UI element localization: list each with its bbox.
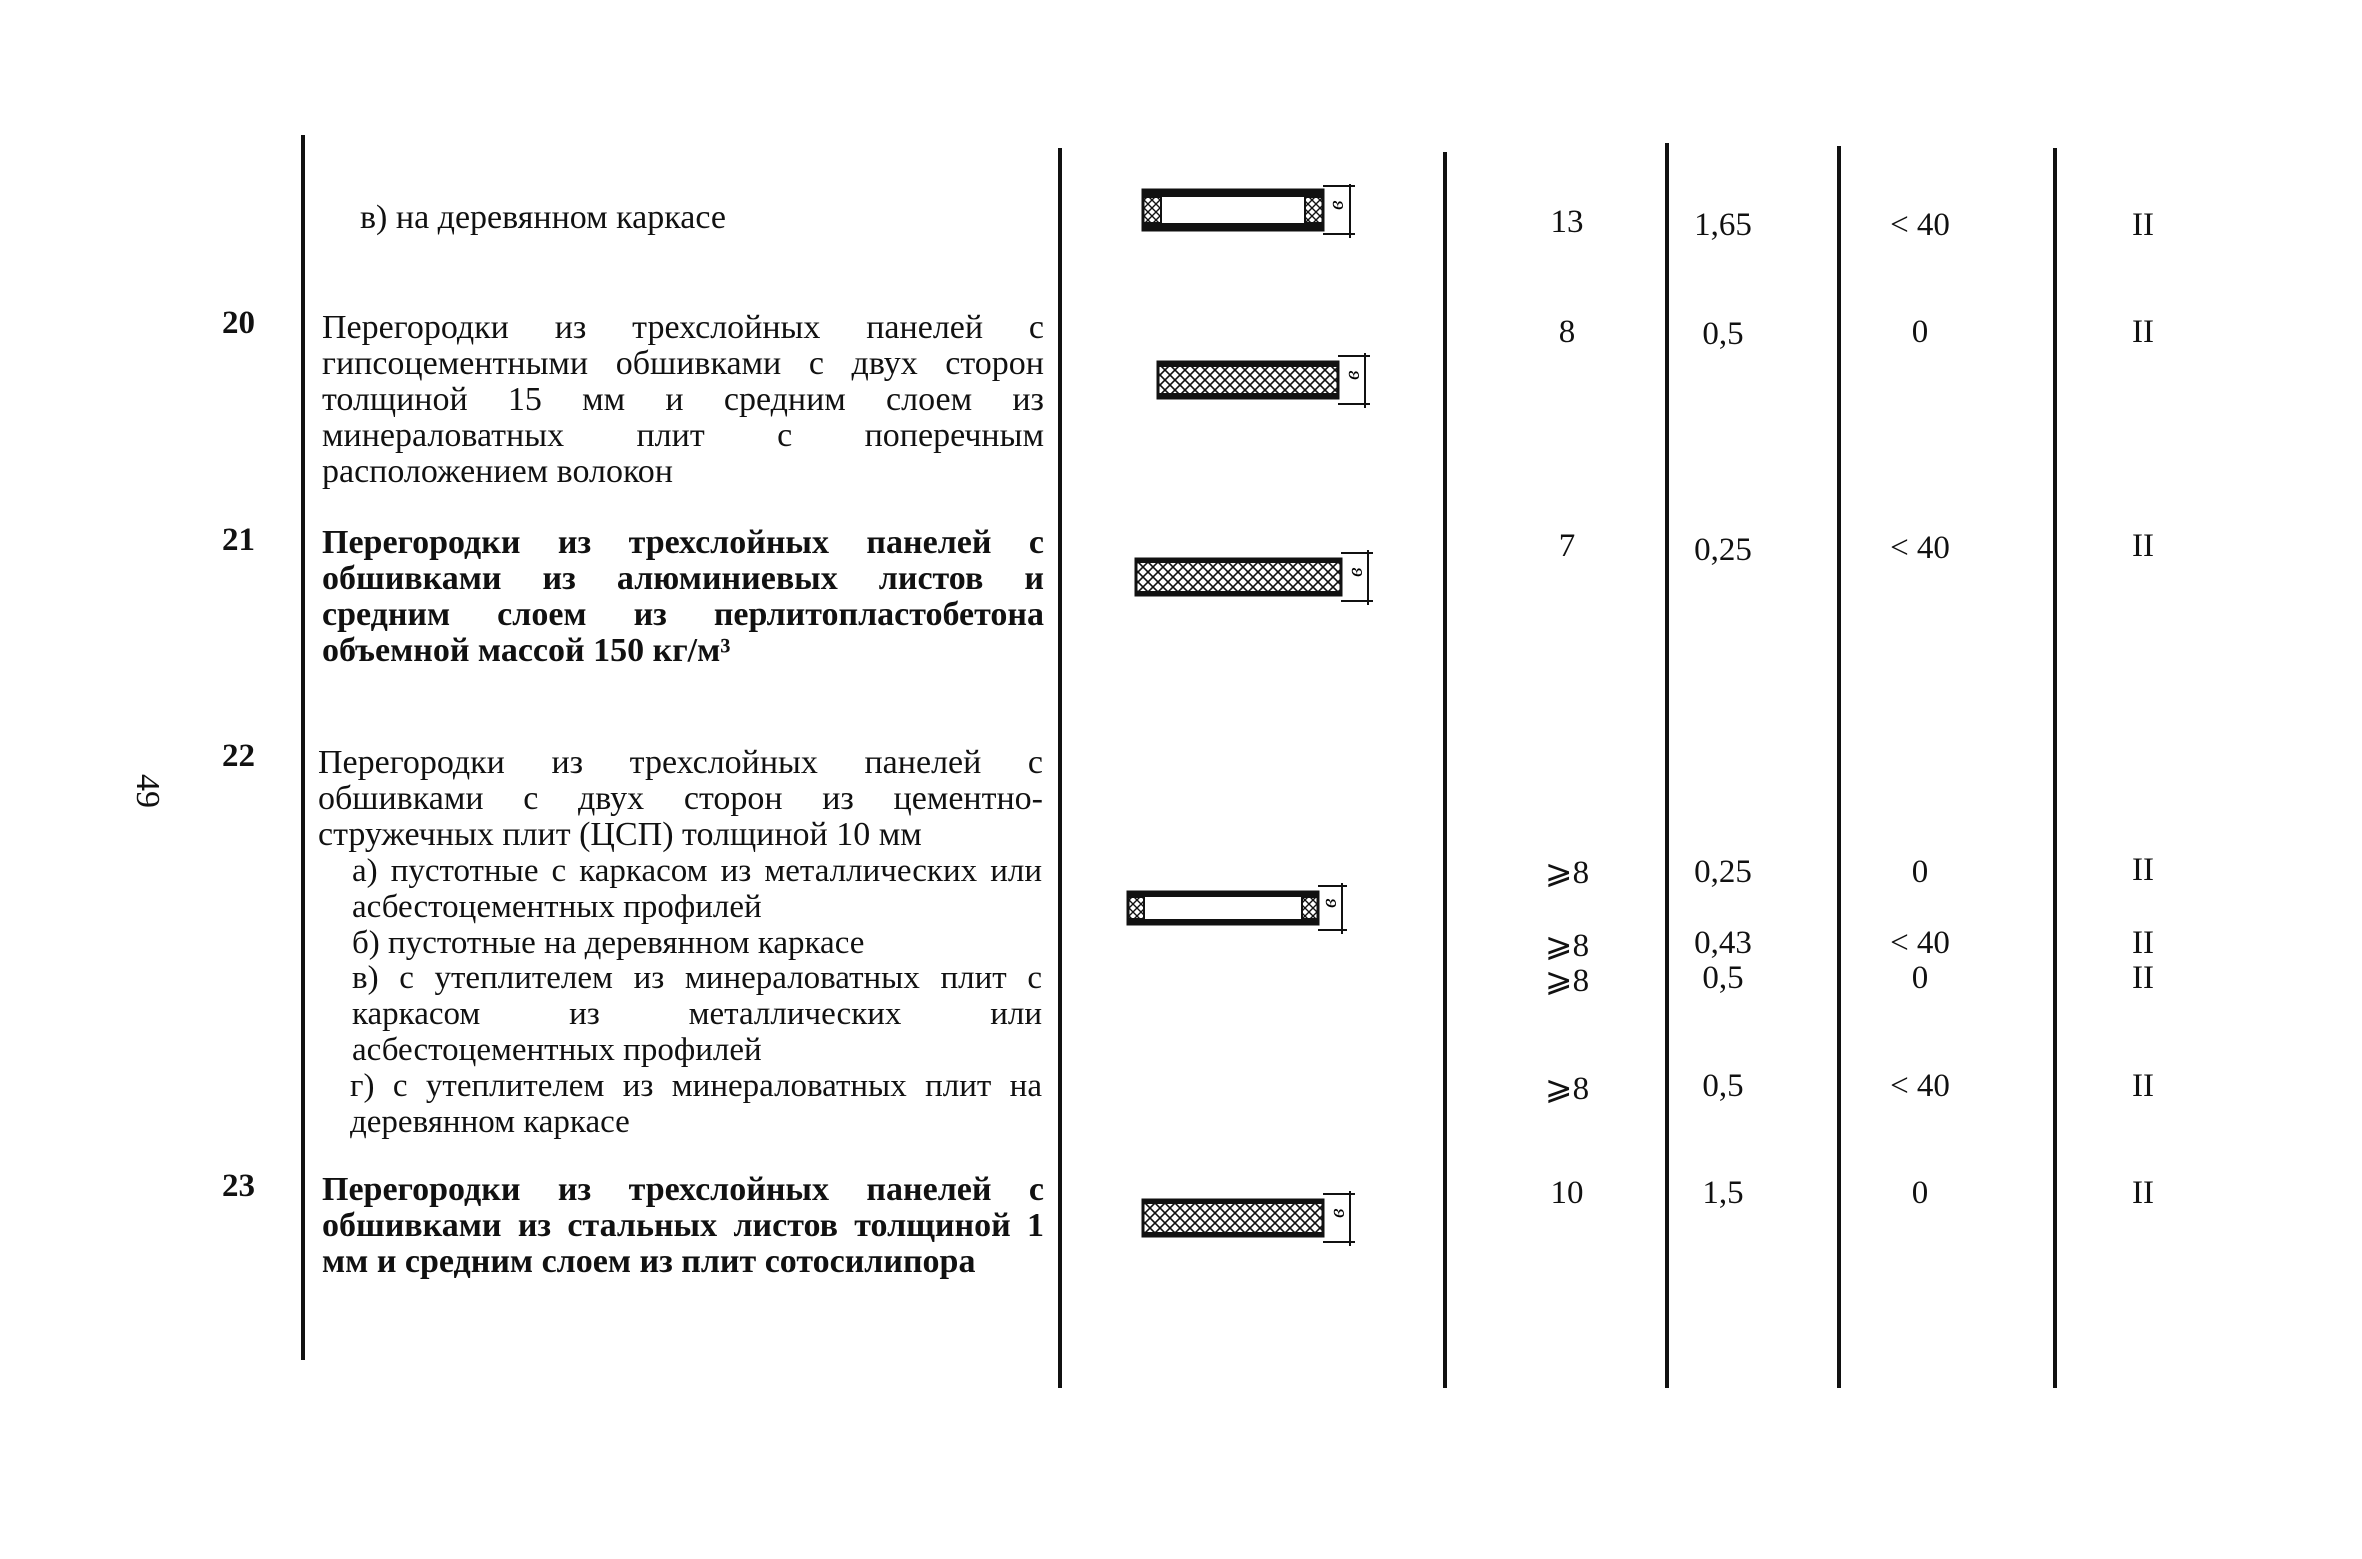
row-number: 21 xyxy=(222,522,255,558)
row-description: в) на деревянном каркасе xyxy=(360,199,726,236)
value-cell: ⩾8 xyxy=(1544,1071,1590,1107)
value-cell: 0,25 xyxy=(1694,854,1752,890)
panel-section-sketch xyxy=(1140,1188,1365,1248)
panel-section-sketch xyxy=(1133,547,1383,607)
row-description: Перегородки из трехслойных панелей с гипсоцементными обшивками с двух сторон толщиной 15 мм и средним слоем из минераловатных плит с поперечным расположением волокон xyxy=(322,309,1044,490)
value-cell: ⩾8 xyxy=(1544,963,1590,999)
value-cell: 0,43 xyxy=(1694,925,1752,961)
subitem-text: в) с утеплителем из минераловатных плит с каркасом из металлических или асбестоцементных профилей xyxy=(352,960,1042,1068)
table-rule-v3 xyxy=(2053,148,2057,1388)
value-cell: 7 xyxy=(1558,528,1576,564)
value-cell: 0 xyxy=(1911,314,1929,350)
panel-section-sketch xyxy=(1140,180,1365,242)
page-number: 49 xyxy=(129,774,166,808)
table-rule-v2 xyxy=(1837,146,1841,1388)
svg-text:в: в xyxy=(1342,567,1367,577)
panel-section-sketch xyxy=(1155,350,1380,410)
value-cell: 10 xyxy=(1550,1175,1584,1211)
row-number: 23 xyxy=(222,1168,255,1204)
value-cell: ⩾8 xyxy=(1544,928,1590,964)
row-description: Перегородки из трехслойных панелей с обшивками из алюминиевых листов и средним слоем из перлитопластобетона объемной массой 150 кг/м³ xyxy=(322,524,1044,669)
panel-section-sketch xyxy=(1125,880,1355,935)
value-cell: 1,5 xyxy=(1702,1175,1744,1211)
value-cell: II xyxy=(2132,852,2154,888)
svg-text:в: в xyxy=(1316,898,1341,908)
row-description: Перегородки из трехслойных панелей с обшивками с двух сторон из цементно-стружечных плит (ЦСП) толщиной 10 мм xyxy=(318,744,1043,853)
value-cell: < 40 xyxy=(1890,1068,1950,1104)
table-rule-sketch xyxy=(1443,152,1447,1388)
row-number: 20 xyxy=(222,305,255,341)
value-cell: < 40 xyxy=(1890,530,1950,566)
table-rule-left xyxy=(301,135,305,1360)
value-cell: 0,5 xyxy=(1702,960,1744,996)
value-cell: < 40 xyxy=(1890,207,1950,243)
value-cell: 0 xyxy=(1911,854,1929,890)
svg-text:в: в xyxy=(1323,200,1348,210)
value-cell: 0 xyxy=(1911,1175,1929,1211)
value-cell: II xyxy=(2132,925,2154,961)
value-cell: < 40 xyxy=(1890,925,1950,961)
value-cell: II xyxy=(2132,1068,2154,1104)
value-cell: II xyxy=(2132,207,2154,243)
value-cell: 1,65 xyxy=(1694,207,1752,243)
table-rule-desc xyxy=(1058,148,1062,1388)
subitem-text: б) пустотные на деревянном каркасе xyxy=(352,925,865,961)
value-cell: II xyxy=(2132,1175,2154,1211)
value-cell: ⩾8 xyxy=(1544,855,1590,891)
value-cell: 0,5 xyxy=(1702,1068,1744,1104)
value-cell: 0,5 xyxy=(1702,316,1744,352)
value-cell: 0 xyxy=(1911,960,1929,996)
value-cell: II xyxy=(2132,960,2154,996)
value-cell: II xyxy=(2132,314,2154,350)
subitem-text: а) пустотные с каркасом из металлических или асбестоцементных профилей xyxy=(352,853,1042,925)
row-description: Перегородки из трехслойных панелей с обшивками из стальных листов толщиной 1 мм и средним слоем из плит сотосилипора xyxy=(322,1171,1044,1280)
value-cell: 0,25 xyxy=(1694,532,1752,568)
svg-text:в: в xyxy=(1324,1208,1349,1218)
row-number: 22 xyxy=(222,738,255,774)
value-cell: 8 xyxy=(1558,314,1576,350)
svg-text:в: в xyxy=(1339,370,1364,380)
value-cell: II xyxy=(2132,528,2154,564)
subitem-text: г) с утеплителем из минераловатных плит на деревянном каркасе xyxy=(350,1068,1042,1140)
value-cell: 13 xyxy=(1550,204,1584,240)
